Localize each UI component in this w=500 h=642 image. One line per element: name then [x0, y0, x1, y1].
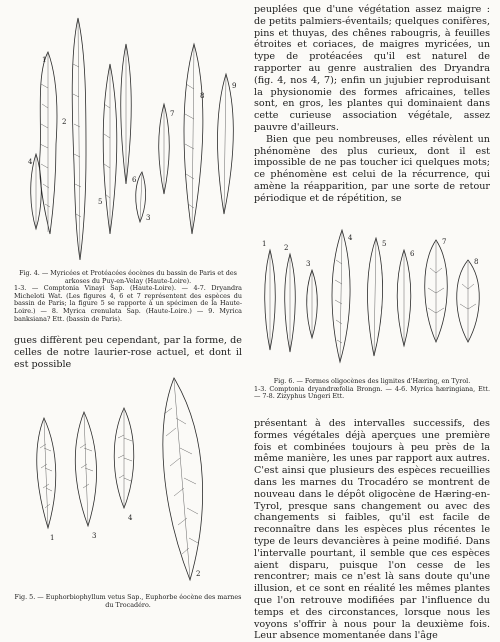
fig5-label-4: 4	[128, 514, 133, 522]
fig5-leaf-3	[75, 412, 96, 526]
left-fragment-paragraph: gues diffèrent peu cependant, par la forme, de celles de notre laurier-rose actuel, et dont il est possible	[14, 335, 242, 370]
right-top-paragraph-2: Bien que peu nombreuses, elles révèlent un phénomène des plus curieux, dont il est impossible de ne pas toucher ici quelques mots; ce phénomène est celui de la récurrence, qui amène la réapparition, par une sorte de retour périodique et de répétition, se	[254, 133, 490, 204]
right-column-bottom-text	[254, 418, 490, 642]
fig6-label-6: 6	[410, 250, 415, 258]
figure-4-legend: 1-3. — Comptonia Vinayi Sap. (Haute-Loire). — 4-7. Dryandra Micheloti Wat. (Les figures 4, 6 et 7 représentent des espèces du bassin de Paris; la figure 5 se rapporte à un spécimen de la Haute-Loire.) — 8. Myrica crenulata Sap. (Haute-Loire.) — 9. Myrica banksiana? Ett. (bassin de Paris).	[14, 284, 242, 323]
fig4-label-9: 9	[232, 82, 237, 90]
fig6-label-7: 7	[442, 238, 447, 246]
fig5-leaf-4	[114, 408, 134, 508]
figure-6-title: Fig. 6. — Formes oligocènes des lignites d'Hæring, en Tyrol.	[273, 377, 471, 385]
fig6-leaf-6	[397, 250, 411, 346]
fig5-leaf-2	[163, 378, 203, 580]
fig4-label-1: 1	[42, 56, 47, 64]
figure-5-title: Fig. 5. — Euphorbiophyllum vetus Sap., Euphorbe éocène des marnes du Trocadéro.	[14, 593, 242, 609]
fig6-label-1: 1	[262, 240, 267, 248]
fig6-leaf-1	[265, 250, 276, 350]
fig6-leaf-4	[332, 230, 350, 362]
fig4-leaf-6	[121, 44, 132, 184]
fig4-label-4: 4	[28, 158, 33, 166]
figure-5-drawing	[14, 368, 242, 590]
figure-4-title: Fig. 4. — Myricées et Protéacées éocènes du bassin de Paris et des arkoses du Puy-en-Velay (Haute-Loire).	[19, 269, 237, 285]
fig6-label-4: 4	[348, 234, 353, 242]
fig6-leaf-8	[457, 260, 480, 342]
fig6-leaf-3	[307, 270, 318, 338]
fig4-label-5: 5	[98, 198, 103, 206]
left-column-fragment	[14, 335, 242, 370]
fig6-leaf-2	[285, 254, 296, 352]
fig5-label-2: 2	[196, 570, 201, 578]
fig6-label-8: 8	[474, 258, 479, 266]
fig4-leaf-1	[40, 52, 57, 234]
fig4-label-7: 7	[170, 110, 175, 118]
fig4-label-6: 6	[132, 176, 137, 184]
fig5-label-1: 1	[50, 534, 55, 542]
fig4-leaf-9	[218, 74, 237, 214]
fig4-label-2: 2	[62, 118, 67, 126]
fig6-label-5: 5	[382, 240, 387, 248]
fig6-leaf-5	[368, 238, 383, 356]
fig6-leaf-7	[425, 240, 448, 342]
figure-5-caption	[14, 594, 242, 609]
right-top-paragraph-1: peuplées que d'une végétation assez maigre : de petits palmiers-éventails; quelques conifères, pins et thuyas, des chênes rabougris, à feuilles étroites et coriaces, de maigres myricées, un type de protéacées qu'il est naturel de rapporter au genre australien des Dryandra (fig. 4, nos 4, 7); enfin un jujubier reproduisant la physionomie des formes africaines, telles sont, en gros, les plantes qui dominaient dans cette curieuse association végétale, assez pauvre d'ailleurs.	[254, 4, 490, 133]
fig6-label-3: 3	[306, 260, 311, 268]
fig4-leaf-2	[72, 18, 86, 260]
fig4-leaf-7	[159, 104, 170, 194]
figure-4-caption	[14, 270, 242, 323]
fig4-label-8: 8	[200, 92, 205, 100]
fig4-leaf-8	[184, 44, 203, 234]
figure-6-drawing	[254, 220, 490, 368]
figure-6-legend: 1-3. Comptonia dryandræfolia Brongn. — 4-6. Myrica hæringiana, Ett. — 7-8. Zizyphus Ungeri Ett.	[254, 384, 490, 401]
right-column-top-text	[254, 4, 490, 205]
figure-6-caption	[254, 378, 490, 401]
fig5-leaf-1	[37, 418, 56, 528]
figure-4-drawing	[14, 4, 242, 266]
fig5-label-3: 3	[92, 532, 97, 540]
right-bottom-paragraph-1: présentant à des intervalles successifs, des formes végétales déjà aperçues une première fois et combinées toujours à peu près de la même manière, les unes par rapport aux autres. C'est ainsi que plusieurs des espèces recueillies dans les marnes du Trocadéro se montrent de nouveau dans le dépôt oligocène de Hæring-en-Tyrol, presque sans changement ou avec des changements si faibles, qu'il est facile de reconnaître dans les espèces plus récentes le type de leurs devancières à peine modifié. Dans l'intervalle pourtant, il semble que ces espèces aient disparu, puisque l'on cesse de les rencontrer; mais ce n'est là sans doute qu'une illusion, et ce sont en réalité les mêmes plantes que l'on retrouve modifiées par l'influence du temps et des circonstances, lorsque nous les voyons s'offrir à nous pour la deuxième fois. Leur absence momentanée dans l'âge	[254, 418, 490, 642]
fig4-leaf-3	[136, 172, 146, 222]
fig4-leaf-5	[103, 64, 117, 234]
fig6-label-2: 2	[284, 244, 289, 252]
fig4-label-3: 3	[146, 214, 151, 222]
